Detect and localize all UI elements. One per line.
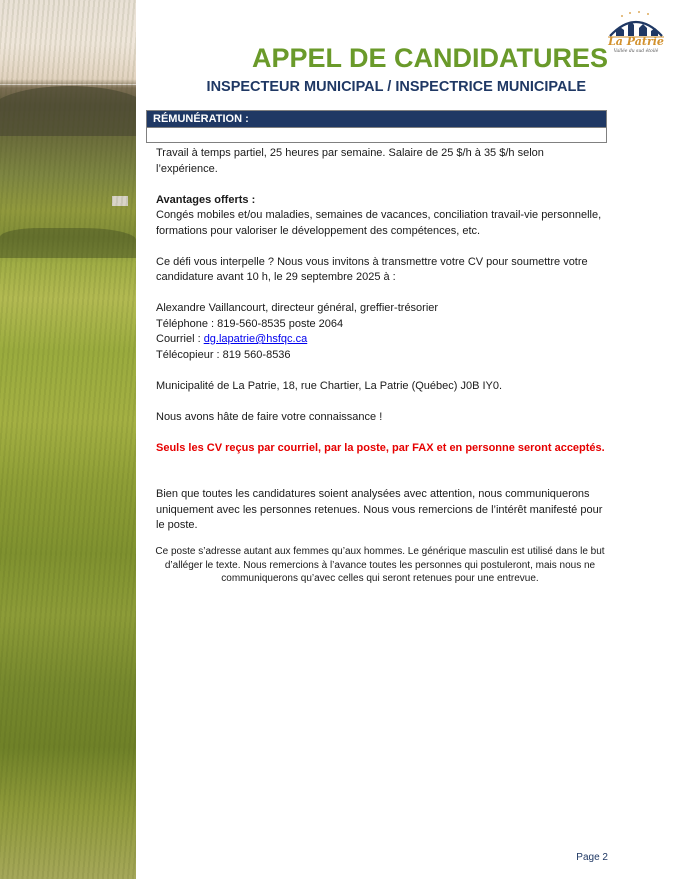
logo-tagline: Vallée du sud étoilé <box>613 49 659 54</box>
field-photo-strip <box>0 0 136 879</box>
footnote-text: Ce poste s’adresse autant aux femmes qu’aux hommes. Le générique masculin est utilisé dans le but d’alléger le texte. Nous remercions à l’avance toutes les personnes qui postuleront, mais nous ne communiquerons qu’avec celles qui seront retenues pour une entrevue. <box>155 546 605 584</box>
contact-phone: Téléphone : 819-560-8535 poste 2064 <box>156 317 344 330</box>
remuneration-header: RÉMUNÉRATION : <box>147 111 606 127</box>
analysis-text: Bien que toutes les candidatures soient analysées avec attention, nous communiquerons uniquement avec les personnes retenues. Nous vous remercions de l’intérêt manifesté pour le poste. <box>156 488 603 531</box>
grass-texture <box>0 0 136 879</box>
page-title: APPEL DE CANDIDATURES <box>251 43 608 73</box>
email-link[interactable]: dg.lapatrie@hsfqc.ca <box>203 333 308 345</box>
page-subtitle: INSPECTEUR MUNICIPAL / INSPECTRICE MUNICIPALE <box>206 79 586 95</box>
skyline-logo-icon <box>606 10 666 38</box>
submission-notice: Seuls les CV reçus par courriel, par la poste, par FAX et en personne seront acceptés. <box>156 441 605 454</box>
work-terms-text: Travail à temps partiel, 25 heures par semaine. Salaire de 25 $/h à 35 $/h selon l’expérience. <box>156 147 544 175</box>
page-number: Page 2 <box>576 852 608 863</box>
benefits-text: Congés mobiles et/ou maladies, semaines de vacances, conciliation travail-vie personnelle, formations pour valoriser le développement des compétences, etc. <box>156 209 602 237</box>
remuneration-empty-row <box>147 127 606 144</box>
equity-footnote <box>152 545 608 586</box>
benefits-heading: Avantages offerts : <box>156 193 256 206</box>
email-label: Courriel : <box>156 333 204 345</box>
closing-text: Nous avons hâte de faire votre connaissance ! <box>156 410 383 423</box>
municipality-address: Municipalité de La Patrie, 18, rue Chartier, La Patrie (Québec) J0B IY0. <box>156 379 503 392</box>
contact-name: Alexandre Vaillancourt, directeur général, greffier-trésorier <box>156 302 439 314</box>
contact-fax: Télécopieur : 819 560-8536 <box>156 348 291 361</box>
remuneration-table <box>146 110 607 143</box>
body-content <box>156 146 606 534</box>
la-patrie-logo <box>604 10 668 58</box>
contact-email-line <box>156 332 606 348</box>
logo-name: La Patrie <box>608 35 664 48</box>
invitation-text: Ce défi vous interpelle ? Nous vous invitons à transmettre votre CV pour soumettre votre candidature avant 10 h, le 29 septembre 2025 à : <box>156 255 588 283</box>
